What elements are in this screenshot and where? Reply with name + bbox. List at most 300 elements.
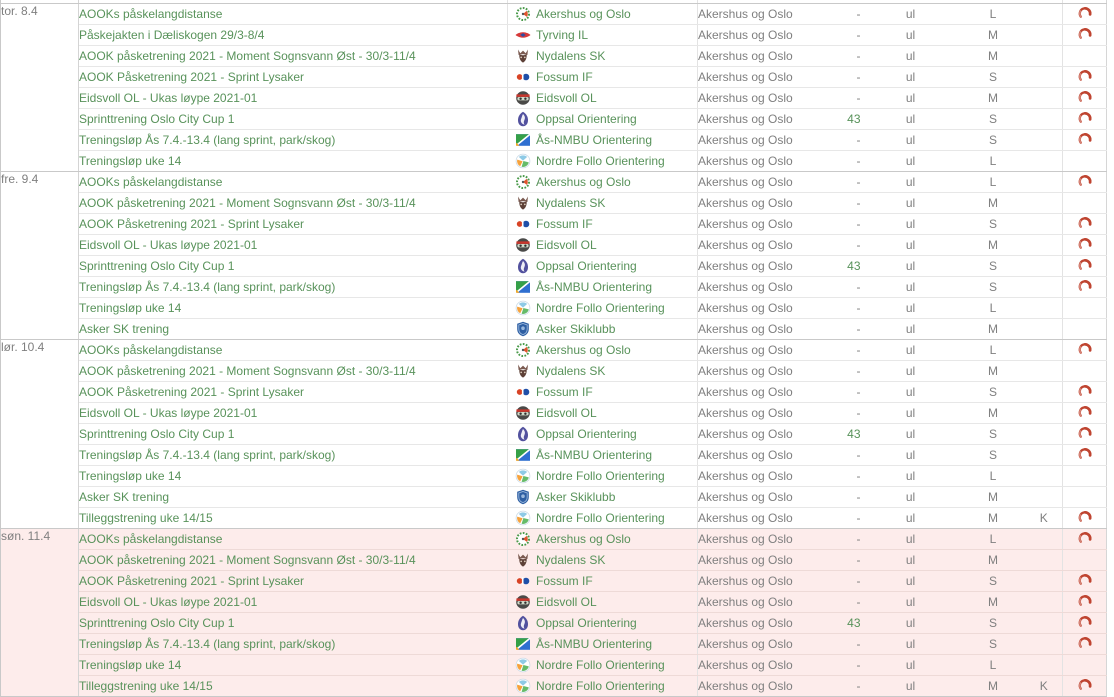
region-label: Akershus og Oslo	[698, 340, 813, 361]
entries-count: -	[856, 385, 861, 399]
date-label: søn. 11.4	[1, 529, 79, 697]
event-link[interactable]: Treningsløp Ås 7.4.-13.4 (lang sprint, park/skog)	[79, 448, 336, 462]
entries-count: -	[856, 133, 861, 147]
event-link[interactable]: AOOK påsketrening 2021 - Moment Sognsvann Øst - 30/3-11/4	[79, 196, 416, 210]
entries-count: -	[856, 49, 861, 63]
event-row	[1, 88, 1107, 109]
size-label: M	[961, 676, 1026, 697]
k-flag	[1026, 634, 1063, 655]
info-label: ul	[861, 466, 961, 487]
k-flag: K	[1026, 508, 1063, 529]
event-row	[1, 235, 1107, 256]
replay-arc-icon[interactable]	[1077, 342, 1093, 356]
club-link[interactable]: Fossum IF	[536, 574, 593, 588]
entries-count: -	[856, 574, 861, 588]
region-label: Akershus og Oslo	[698, 151, 813, 172]
event-link[interactable]: AOOKs påskelangdistanse	[79, 343, 223, 357]
date-label: fre. 9.4	[1, 172, 79, 340]
region-label: Akershus og Oslo	[698, 592, 813, 613]
size-label: L	[961, 298, 1026, 319]
club-link[interactable]: Nordre Follo Orientering	[536, 679, 665, 693]
region-label: Akershus og Oslo	[698, 403, 813, 424]
date-label: tor. 8.4	[1, 4, 79, 172]
aas-nmbu-club-icon	[515, 279, 531, 295]
k-flag	[1026, 403, 1063, 424]
fossum-club-icon	[515, 216, 531, 232]
event-link[interactable]: Eidsvoll OL - Ukas løype 2021-01	[79, 91, 258, 105]
size-label: L	[961, 340, 1026, 361]
club-link[interactable]: Akershus og Oslo	[536, 343, 631, 357]
region-label: Akershus og Oslo	[698, 298, 813, 319]
replay-arc-icon[interactable]	[1077, 510, 1093, 524]
event-row	[1, 655, 1107, 676]
size-label: S	[961, 67, 1026, 88]
k-flag	[1026, 382, 1063, 403]
size-label: M	[961, 193, 1026, 214]
size-label: S	[961, 382, 1026, 403]
replay-arc-icon[interactable]	[1077, 237, 1093, 251]
nordre-follo-club-icon	[515, 657, 531, 673]
info-label: ul	[861, 403, 961, 424]
info-label: ul	[861, 676, 961, 697]
club-link[interactable]: Ås-NMBU Orientering	[536, 133, 653, 147]
entries-count: -	[856, 196, 861, 210]
club-link[interactable]: Fossum IF	[536, 385, 593, 399]
oppsal-club-icon	[515, 111, 531, 127]
entries-count: -	[856, 217, 861, 231]
k-flag	[1026, 256, 1063, 277]
club-link[interactable]: Ås-NMBU Orientering	[536, 448, 653, 462]
info-label: ul	[861, 487, 961, 508]
replay-arc-icon[interactable]	[1077, 573, 1093, 587]
replay-arc-icon[interactable]	[1077, 426, 1093, 440]
entries-count-link[interactable]: 43	[847, 259, 861, 273]
k-flag	[1026, 130, 1063, 151]
nydalens-club-icon	[515, 552, 531, 568]
event-link[interactable]: Eidsvoll OL - Ukas løype 2021-01	[79, 595, 258, 609]
event-row	[1, 424, 1107, 445]
entries-count: -	[856, 28, 861, 42]
size-label: L	[961, 529, 1026, 550]
replay-arc-icon[interactable]	[1077, 447, 1093, 461]
region-label: Akershus og Oslo	[698, 571, 813, 592]
fossum-club-icon	[515, 573, 531, 589]
event-link[interactable]: Eidsvoll OL - Ukas løype 2021-01	[79, 238, 258, 252]
size-label: M	[961, 550, 1026, 571]
event-link[interactable]: Asker SK trening	[79, 322, 170, 336]
replay-arc-icon[interactable]	[1077, 531, 1093, 545]
entries-count-link[interactable]: 43	[847, 616, 861, 630]
entries-count: -	[856, 91, 861, 105]
info-label: ul	[861, 319, 961, 340]
event-link[interactable]: Sprinttrening Oslo City Cup 1	[79, 616, 235, 630]
event-link[interactable]: AOOK Påsketrening 2021 - Sprint Lysaker	[79, 217, 304, 231]
entries-count-link[interactable]: 43	[847, 112, 861, 126]
k-flag	[1026, 25, 1063, 46]
event-row	[1, 676, 1107, 697]
size-label: S	[961, 424, 1026, 445]
aook-club-icon	[515, 531, 531, 547]
size-label: M	[961, 487, 1026, 508]
event-row	[1, 193, 1107, 214]
region-label: Akershus og Oslo	[698, 529, 813, 550]
nordre-follo-club-icon	[515, 678, 531, 694]
club-link[interactable]: Fossum IF	[536, 70, 593, 84]
entries-count: -	[856, 532, 861, 546]
club-link[interactable]: Nordre Follo Orientering	[536, 658, 665, 672]
event-link[interactable]: Treningsløp uke 14	[79, 301, 182, 315]
entries-count: -	[856, 595, 861, 609]
info-label: ul	[861, 193, 961, 214]
size-label: M	[961, 25, 1026, 46]
k-flag	[1026, 529, 1063, 550]
event-link[interactable]: Asker SK trening	[79, 490, 170, 504]
club-link[interactable]: Oppsal Orientering	[536, 112, 637, 126]
replay-arc-icon[interactable]	[1077, 594, 1093, 608]
info-label: ul	[861, 277, 961, 298]
oppsal-club-icon	[515, 258, 531, 274]
entries-count: -	[856, 448, 861, 462]
event-link[interactable]: Eidsvoll OL - Ukas løype 2021-01	[79, 406, 258, 420]
k-flag	[1026, 151, 1063, 172]
region-label: Akershus og Oslo	[698, 4, 813, 25]
k-flag	[1026, 67, 1063, 88]
nydalens-club-icon	[515, 195, 531, 211]
entries-count: -	[856, 238, 861, 252]
entries-count: -	[856, 70, 861, 84]
event-rows	[1, 0, 1107, 697]
asker-club-icon	[515, 321, 531, 337]
entries-count: -	[856, 322, 861, 336]
club-link[interactable]: Oppsal Orientering	[536, 616, 637, 630]
nydalens-club-icon	[515, 363, 531, 379]
eidsvoll-club-icon	[515, 90, 531, 106]
info-label: ul	[861, 361, 961, 382]
region-label: Akershus og Oslo	[698, 109, 813, 130]
region-label: Akershus og Oslo	[698, 172, 813, 193]
club-link[interactable]: Eidsvoll OL	[536, 406, 597, 420]
nordre-follo-club-icon	[515, 510, 531, 526]
entries-count: -	[856, 469, 861, 483]
info-label: ul	[861, 634, 961, 655]
size-label: S	[961, 445, 1026, 466]
entries-count: -	[856, 364, 861, 378]
club-link[interactable]: Ås-NMBU Orientering	[536, 280, 653, 294]
region-label: Akershus og Oslo	[698, 676, 813, 697]
replay-arc-icon[interactable]	[1077, 6, 1093, 20]
region-label: Akershus og Oslo	[698, 550, 813, 571]
info-label: ul	[861, 508, 961, 529]
k-flag	[1026, 109, 1063, 130]
region-label: Akershus og Oslo	[698, 634, 813, 655]
aas-nmbu-club-icon	[515, 132, 531, 148]
replay-arc-icon[interactable]	[1077, 279, 1093, 293]
club-link[interactable]: Akershus og Oslo	[536, 532, 631, 546]
club-link[interactable]: Nordre Follo Orientering	[536, 469, 665, 483]
aas-nmbu-club-icon	[515, 636, 531, 652]
event-row	[1, 613, 1107, 634]
event-row	[1, 151, 1107, 172]
club-link[interactable]: Eidsvoll OL	[536, 595, 597, 609]
region-label: Akershus og Oslo	[698, 319, 813, 340]
size-label: M	[961, 319, 1026, 340]
entries-count: -	[856, 658, 861, 672]
club-link[interactable]: Nydalens SK	[536, 196, 606, 210]
eidsvoll-club-icon	[515, 237, 531, 253]
eidsvoll-club-icon	[515, 405, 531, 421]
replay-arc-icon[interactable]	[1077, 636, 1093, 650]
region-label: Akershus og Oslo	[698, 508, 813, 529]
size-label: L	[961, 466, 1026, 487]
event-link[interactable]: AOOK påsketrening 2021 - Moment Sognsvann Øst - 30/3-11/4	[79, 49, 416, 63]
k-flag	[1026, 235, 1063, 256]
club-link[interactable]: Fossum IF	[536, 217, 593, 231]
club-link[interactable]: Nydalens SK	[536, 553, 606, 567]
entries-count: -	[856, 406, 861, 420]
nordre-follo-club-icon	[515, 153, 531, 169]
nydalens-club-icon	[515, 48, 531, 64]
event-link[interactable]: Påskejakten i Dæliskogen 29/3-8/4	[79, 28, 265, 42]
oppsal-club-icon	[515, 615, 531, 631]
nordre-follo-club-icon	[515, 468, 531, 484]
region-label: Akershus og Oslo	[698, 88, 813, 109]
aook-club-icon	[515, 6, 531, 22]
aas-nmbu-club-icon	[515, 447, 531, 463]
event-row	[1, 403, 1107, 424]
region-label: Akershus og Oslo	[698, 382, 813, 403]
club-link[interactable]: Tyrving IL	[536, 28, 589, 42]
club-link[interactable]: Akershus og Oslo	[536, 7, 631, 21]
region-label: Akershus og Oslo	[698, 46, 813, 67]
k-flag	[1026, 172, 1063, 193]
event-row	[1, 550, 1107, 571]
event-row	[1, 634, 1107, 655]
entries-count: -	[856, 553, 861, 567]
entries-count: -	[856, 154, 861, 168]
entries-count: -	[856, 679, 861, 693]
k-flag	[1026, 4, 1063, 25]
event-link[interactable]: AOOKs påskelangdistanse	[79, 532, 223, 546]
size-label: S	[961, 214, 1026, 235]
event-row	[1, 298, 1107, 319]
entries-count-link[interactable]: 43	[847, 427, 861, 441]
k-flag	[1026, 550, 1063, 571]
replay-arc-icon[interactable]	[1077, 678, 1093, 692]
region-label: Akershus og Oslo	[698, 193, 813, 214]
size-label: S	[961, 634, 1026, 655]
event-row	[1, 319, 1107, 340]
entries-count: -	[856, 511, 861, 525]
info-label: ul	[861, 88, 961, 109]
k-flag	[1026, 592, 1063, 613]
size-label: S	[961, 277, 1026, 298]
info-label: ul	[861, 445, 961, 466]
k-flag	[1026, 193, 1063, 214]
info-label: ul	[861, 4, 961, 25]
info-label: ul	[861, 130, 961, 151]
club-link[interactable]: Nydalens SK	[536, 49, 606, 63]
info-label: ul	[861, 214, 961, 235]
club-link[interactable]: Nordre Follo Orientering	[536, 301, 665, 315]
aook-club-icon	[515, 342, 531, 358]
size-label: L	[961, 172, 1026, 193]
entries-count: -	[856, 637, 861, 651]
entries-count: -	[856, 301, 861, 315]
size-label: M	[961, 235, 1026, 256]
replay-arc-icon[interactable]	[1077, 90, 1093, 104]
club-link[interactable]: Oppsal Orientering	[536, 259, 637, 273]
size-label: S	[961, 571, 1026, 592]
info-label: ul	[861, 571, 961, 592]
club-link[interactable]: Asker Skiklubb	[536, 490, 616, 504]
replay-arc-icon[interactable]	[1077, 132, 1093, 146]
info-label: ul	[861, 25, 961, 46]
k-flag	[1026, 88, 1063, 109]
size-label: M	[961, 403, 1026, 424]
event-row	[1, 67, 1107, 88]
fossum-club-icon	[515, 384, 531, 400]
asker-club-icon	[515, 489, 531, 505]
event-link[interactable]: Tilleggstrening uke 14/15	[79, 511, 213, 525]
event-link[interactable]: Treningsløp uke 14	[79, 154, 182, 168]
club-link[interactable]: Oppsal Orientering	[536, 427, 637, 441]
replay-arc-icon[interactable]	[1077, 174, 1093, 188]
region-label: Akershus og Oslo	[698, 277, 813, 298]
event-link[interactable]: Treningsløp Ås 7.4.-13.4 (lang sprint, park/skog)	[79, 637, 336, 651]
info-label: ul	[861, 382, 961, 403]
event-link[interactable]: AOOKs påskelangdistanse	[79, 175, 223, 189]
event-link[interactable]: AOOK Påsketrening 2021 - Sprint Lysaker	[79, 70, 304, 84]
region-label: Akershus og Oslo	[698, 130, 813, 151]
event-link[interactable]: Sprinttrening Oslo City Cup 1	[79, 427, 235, 441]
size-label: M	[961, 46, 1026, 67]
size-label: M	[961, 508, 1026, 529]
replay-arc-icon[interactable]	[1077, 405, 1093, 419]
event-link[interactable]: Sprinttrening Oslo City Cup 1	[79, 259, 235, 273]
club-link[interactable]: Eidsvoll OL	[536, 91, 597, 105]
info-label: ul	[861, 67, 961, 88]
k-flag	[1026, 277, 1063, 298]
size-label: L	[961, 655, 1026, 676]
size-label: S	[961, 256, 1026, 277]
event-link[interactable]: Treningsløp Ås 7.4.-13.4 (lang sprint, park/skog)	[79, 133, 336, 147]
region-label: Akershus og Oslo	[698, 67, 813, 88]
info-label: ul	[861, 46, 961, 67]
event-row	[1, 4, 1107, 25]
k-flag	[1026, 655, 1063, 676]
replay-arc-icon[interactable]	[1077, 69, 1093, 83]
event-link[interactable]: Treningsløp uke 14	[79, 469, 182, 483]
k-flag	[1026, 340, 1063, 361]
event-row	[1, 592, 1107, 613]
k-flag	[1026, 214, 1063, 235]
replay-arc-icon[interactable]	[1077, 111, 1093, 125]
info-label: ul	[861, 592, 961, 613]
region-label: Akershus og Oslo	[698, 214, 813, 235]
size-label: L	[961, 4, 1026, 25]
k-flag: K	[1026, 676, 1063, 697]
size-label: M	[961, 592, 1026, 613]
event-link[interactable]: Tilleggstrening uke 14/15	[79, 679, 213, 693]
date-label: lør. 10.4	[1, 340, 79, 529]
replay-arc-icon[interactable]	[1077, 216, 1093, 230]
region-label: Akershus og Oslo	[698, 487, 813, 508]
club-link[interactable]: Akershus og Oslo	[536, 175, 631, 189]
region-label: Akershus og Oslo	[698, 25, 813, 46]
nordre-follo-club-icon	[515, 300, 531, 316]
event-row	[1, 277, 1107, 298]
club-link[interactable]: Eidsvoll OL	[536, 238, 597, 252]
event-link[interactable]: Treningsløp Ås 7.4.-13.4 (lang sprint, park/skog)	[79, 280, 336, 294]
size-label: S	[961, 130, 1026, 151]
event-link[interactable]: AOOK påsketrening 2021 - Moment Sognsvann Øst - 30/3-11/4	[79, 553, 416, 567]
entries-count: -	[856, 7, 861, 21]
fossum-club-icon	[515, 69, 531, 85]
region-label: Akershus og Oslo	[698, 235, 813, 256]
replay-arc-icon[interactable]	[1077, 27, 1093, 41]
size-label: S	[961, 109, 1026, 130]
event-link[interactable]: Sprinttrening Oslo City Cup 1	[79, 112, 235, 126]
event-link[interactable]: AOOKs påskelangdistanse	[79, 7, 223, 21]
size-label: M	[961, 361, 1026, 382]
entries-count: -	[856, 490, 861, 504]
event-row	[1, 340, 1107, 361]
k-flag	[1026, 424, 1063, 445]
info-label: ul	[861, 256, 961, 277]
size-label: L	[961, 151, 1026, 172]
info-label: ul	[861, 655, 961, 676]
club-link[interactable]: Nydalens SK	[536, 364, 606, 378]
oppsal-club-icon	[515, 426, 531, 442]
region-label: Akershus og Oslo	[698, 361, 813, 382]
event-row	[1, 361, 1107, 382]
info-label: ul	[861, 550, 961, 571]
k-flag	[1026, 445, 1063, 466]
event-row	[1, 25, 1107, 46]
replay-arc-icon[interactable]	[1077, 258, 1093, 272]
event-link[interactable]: AOOK Påsketrening 2021 - Sprint Lysaker	[79, 574, 304, 588]
entries-count: -	[856, 175, 861, 189]
event-row	[1, 487, 1107, 508]
eidsvoll-club-icon	[515, 594, 531, 610]
size-label: M	[961, 88, 1026, 109]
k-flag	[1026, 613, 1063, 634]
event-row	[1, 445, 1107, 466]
event-row	[1, 529, 1107, 550]
club-link[interactable]: Asker Skiklubb	[536, 322, 616, 336]
event-row	[1, 46, 1107, 67]
aook-club-icon	[515, 174, 531, 190]
replay-arc-icon[interactable]	[1077, 384, 1093, 398]
region-label: Akershus og Oslo	[698, 655, 813, 676]
region-label: Akershus og Oslo	[698, 613, 813, 634]
entries-count: -	[856, 280, 861, 294]
info-label: ul	[861, 109, 961, 130]
event-link[interactable]: AOOK påsketrening 2021 - Moment Sognsvann Øst - 30/3-11/4	[79, 364, 416, 378]
club-link[interactable]: Ås-NMBU Orientering	[536, 637, 653, 651]
info-label: ul	[861, 151, 961, 172]
event-link[interactable]: AOOK Påsketrening 2021 - Sprint Lysaker	[79, 385, 304, 399]
event-link[interactable]: Treningsløp uke 14	[79, 658, 182, 672]
club-link[interactable]: Nordre Follo Orientering	[536, 511, 665, 525]
region-label: Akershus og Oslo	[698, 424, 813, 445]
entries-count: -	[856, 343, 861, 357]
info-label: ul	[861, 172, 961, 193]
info-label: ul	[861, 235, 961, 256]
event-row	[1, 382, 1107, 403]
club-link[interactable]: Nordre Follo Orientering	[536, 154, 665, 168]
replay-arc-icon[interactable]	[1077, 615, 1093, 629]
